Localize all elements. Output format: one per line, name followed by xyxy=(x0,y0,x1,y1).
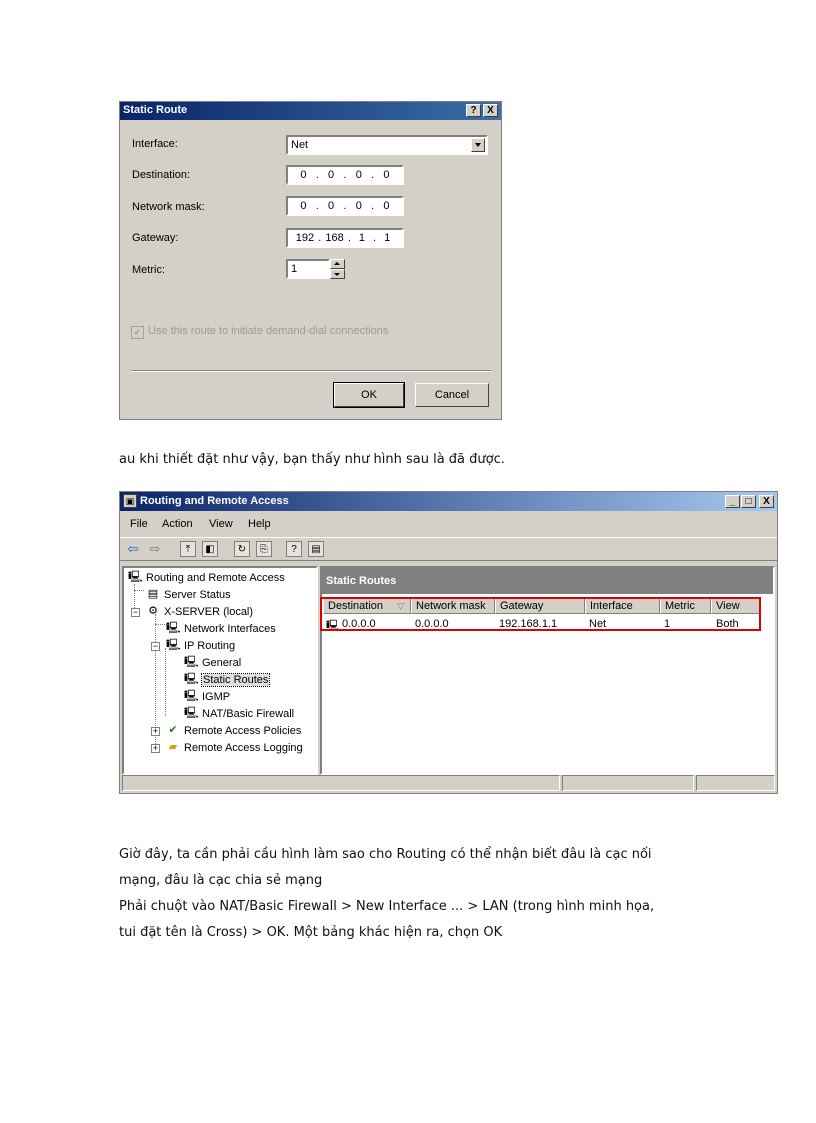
ip-octet: 1 xyxy=(358,232,366,244)
expand-icon[interactable]: + xyxy=(152,743,159,753)
metric-value: 1 xyxy=(291,263,298,275)
folder-icon: ▰ xyxy=(168,741,178,753)
cell-network-mask: 0.0.0.0 xyxy=(415,618,449,630)
server-icon: 🖳 xyxy=(128,571,143,583)
tree-item-static-routes[interactable]: 🖳 Static Routes xyxy=(184,673,269,686)
column-destination[interactable]: Destination ▽ xyxy=(323,598,411,614)
cell-metric: 1 xyxy=(664,618,671,630)
text-line: Phải chuột vào NAT/Basic Firewall > New Interface ... > LAN (trong hình minh họa, xyxy=(119,899,655,914)
status-pane xyxy=(122,775,560,791)
dialog-title: Static Route xyxy=(123,104,188,116)
chevron-down-icon[interactable] xyxy=(471,138,485,152)
routing-remote-access-window xyxy=(119,491,778,794)
spin-down-icon[interactable] xyxy=(330,269,345,279)
caption-paragraph: au khi thiết đặt như vậy, bạn thấy như hình sau là đã được. xyxy=(119,452,505,467)
ip-octet: 0 xyxy=(300,200,307,212)
tree-item-remote-access-logging[interactable]: ▰ Remote Access Logging xyxy=(166,741,303,754)
tree-item-nat-firewall[interactable]: 🖳 NAT/Basic Firewall xyxy=(184,707,295,720)
network-icon: 🖳 xyxy=(184,707,199,719)
cancel-button[interactable]: Cancel xyxy=(415,383,489,407)
network-mask-field[interactable]: 0 . 0 . 0 . 0 xyxy=(286,196,404,216)
tree-item-network-interfaces[interactable]: 🖳 Network Interfaces xyxy=(166,622,276,635)
network-mask-label: Network mask: xyxy=(132,201,205,213)
menu-view[interactable]: View xyxy=(209,518,233,530)
cell-view: Both xyxy=(716,618,739,630)
toolbar xyxy=(120,537,777,561)
spin-up-icon[interactable] xyxy=(330,259,345,269)
text-line: tui đặt tên là Cross) > OK. Một bảng khác hiện ra, chọn OK xyxy=(119,925,503,940)
mmc-titlebar xyxy=(120,492,777,511)
column-network-mask[interactable]: Network mask xyxy=(411,598,495,614)
collapse-icon[interactable]: − xyxy=(132,607,139,617)
menu-action[interactable]: Action xyxy=(162,518,193,530)
dialog-divider xyxy=(131,370,491,372)
forward-arrow-icon[interactable]: ⇨ xyxy=(149,541,161,556)
route-icon: 🖳 xyxy=(326,620,341,632)
ip-octet: 0 xyxy=(328,169,335,181)
server-icon: ▣ xyxy=(123,494,137,508)
tree-item-x-server[interactable]: ⚙ X-SERVER (local) xyxy=(146,605,253,618)
network-icon: 🖳 xyxy=(166,622,181,634)
demand-dial-label: Use this route to initiate demand-dial connections xyxy=(148,325,389,337)
column-view[interactable]: View xyxy=(711,598,760,614)
up-folder-icon[interactable]: ⤒ xyxy=(180,541,196,557)
minimize-button[interactable]: _ xyxy=(725,495,740,508)
highlight-box xyxy=(320,597,761,631)
ip-octet: 0 xyxy=(355,169,362,181)
text-line: mạng, đâu là cạc chia sẻ mạng xyxy=(119,873,323,888)
pane-title: Static Routes xyxy=(322,568,773,594)
menu-file[interactable]: File xyxy=(130,518,148,530)
properties-icon[interactable]: ? xyxy=(286,541,302,557)
policy-icon: ✔ xyxy=(168,724,178,736)
tree-item-igmp[interactable]: 🖳 IGMP xyxy=(184,690,231,703)
menu-bar xyxy=(120,515,777,533)
column-gateway[interactable]: Gateway xyxy=(495,598,585,614)
maximize-button[interactable]: □ xyxy=(741,495,756,508)
status-pane xyxy=(562,775,694,791)
console-icon[interactable]: ▤ xyxy=(308,541,324,557)
show-tree-icon[interactable]: ◧ xyxy=(202,541,218,557)
metric-label: Metric: xyxy=(132,264,165,276)
mmc-close-button[interactable]: X xyxy=(759,495,774,508)
demand-dial-checkbox[interactable]: ✓ xyxy=(131,326,144,339)
metric-spinner[interactable] xyxy=(330,259,345,279)
collapse-icon[interactable]: − xyxy=(152,641,159,651)
cell-interface: Net xyxy=(589,618,607,630)
interface-value: Net xyxy=(291,139,309,151)
menu-help[interactable]: Help xyxy=(248,518,271,530)
text-line: Giờ đây, ta cần phải cầu hình làm sao cho Routing có thể nhận biết đâu là cạc nối xyxy=(119,847,652,862)
cell-destination[interactable]: 0.0.0.0 xyxy=(342,618,376,630)
cell-gateway: 192.168.1.1 xyxy=(499,618,558,630)
sort-icon: ▽ xyxy=(397,601,404,611)
export-list-icon[interactable]: ⎘ xyxy=(256,541,272,557)
ip-octet: 0 xyxy=(383,169,390,181)
ip-octet: 168 xyxy=(325,232,344,244)
status-bar xyxy=(122,775,775,791)
network-icon: 🖳 xyxy=(184,656,199,668)
ok-button[interactable]: OK xyxy=(334,383,404,407)
network-icon: 🖳 xyxy=(166,639,181,651)
dialog-titlebar xyxy=(120,102,501,120)
database-icon: ▤ xyxy=(147,588,159,600)
gateway-ip-field[interactable]: 192 . 168 . 1 . 1 xyxy=(286,228,404,248)
back-arrow-icon[interactable]: ⇦ xyxy=(127,541,139,556)
network-icon: 🖳 xyxy=(184,673,199,685)
metric-field[interactable] xyxy=(286,259,330,279)
ip-octet: 0 xyxy=(355,200,362,212)
server-running-icon: ⚙ xyxy=(148,605,158,617)
gateway-label: Gateway: xyxy=(132,232,179,244)
network-icon: 🖳 xyxy=(184,690,199,702)
interface-label: Interface: xyxy=(132,138,178,150)
destination-label: Destination: xyxy=(132,169,191,181)
column-metric[interactable]: Metric xyxy=(660,598,711,614)
destination-ip-field[interactable]: 0 . 0 . 0 . 0 xyxy=(286,165,404,185)
refresh-icon[interactable]: ↻ xyxy=(234,541,250,557)
dialog-close-button[interactable]: X xyxy=(483,104,498,117)
body-paragraph xyxy=(119,842,654,946)
help-button[interactable]: ? xyxy=(466,104,481,117)
column-interface[interactable]: Interface xyxy=(585,598,660,614)
ip-octet: 192 xyxy=(295,232,315,244)
ip-octet: 0 xyxy=(328,200,335,212)
tree-item-root[interactable]: 🖳 Routing and Remote Access xyxy=(128,571,285,584)
ip-octet: 0 xyxy=(383,200,390,212)
tree-item-remote-access-policies[interactable]: ✔ Remote Access Policies xyxy=(166,724,301,737)
mmc-title: Routing and Remote Access xyxy=(140,495,289,507)
static-route-dialog xyxy=(119,101,502,420)
tree-item-ip-routing[interactable]: 🖳 IP Routing xyxy=(166,639,236,652)
status-pane xyxy=(696,775,775,791)
tree-item-general[interactable]: 🖳 General xyxy=(184,656,242,669)
expand-icon[interactable]: + xyxy=(152,726,159,736)
ip-octet: 0 xyxy=(300,169,307,181)
interface-select[interactable] xyxy=(286,135,488,155)
tree-item-server-status[interactable]: ▤ Server Status xyxy=(147,588,231,601)
ip-octet: 1 xyxy=(384,232,391,244)
console-tree xyxy=(122,566,318,775)
